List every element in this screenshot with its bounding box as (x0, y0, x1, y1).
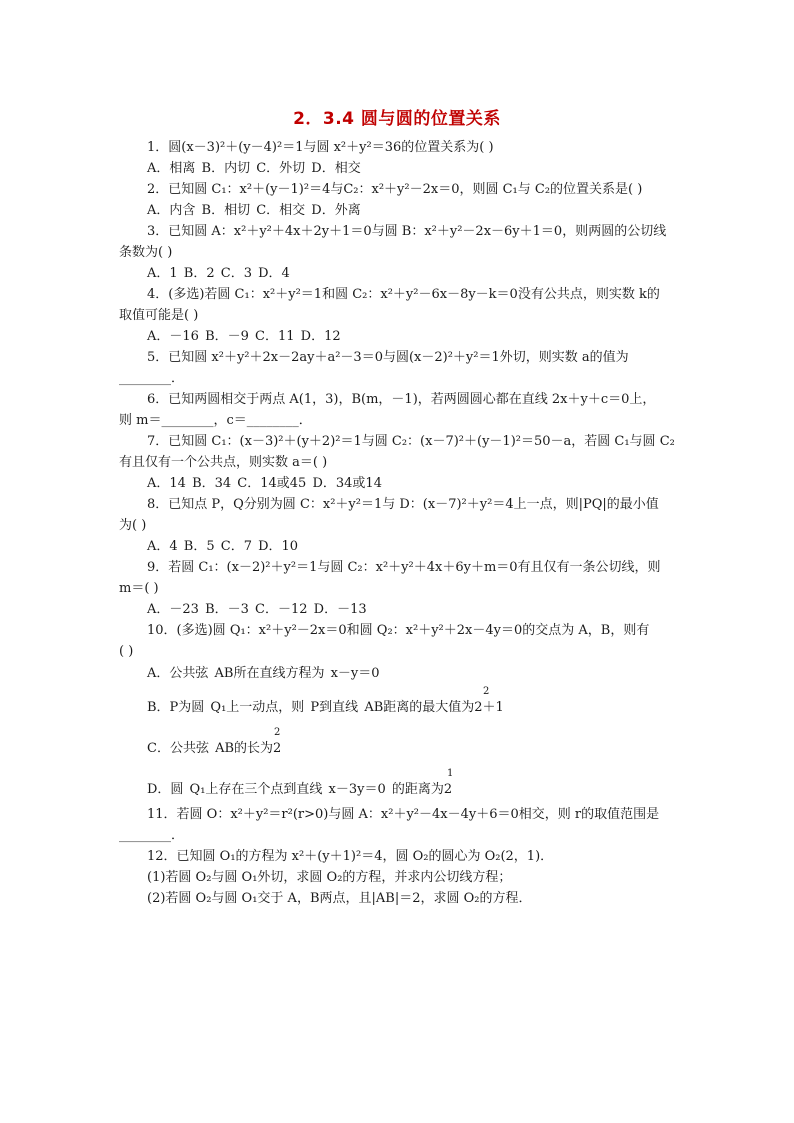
page-title: 2．3.4 圆与圆的位置关系 (293, 109, 501, 129)
q8-options: A．4 B．5 C．7 D．10 (147, 539, 299, 554)
q2-stem: 2．已知圆 C₁：x²＋(y－1)²＝4与C₂：x²＋y²－2x＝0，则圆 C₁与 C₂的位置关系是( ) (147, 182, 643, 197)
q7-stem: 7．已知圆 C₁：(x－3)²＋(y＋2)²＝1与圆 C₂：(x－7)²＋(y－1)²＝50－a，若圆 C₁与圆 C₂ (147, 434, 675, 449)
q5-blank: ________． (119, 371, 185, 386)
q10-option-c: C．公共弦 AB的长为2 (147, 741, 282, 756)
q4-stem-cont: 取值可能是( ) (119, 308, 199, 323)
q9-options: A．－23 B．－3 C．－12 D．－13 (147, 602, 367, 617)
q12-part-2: (2)若圆 O₂与圆 O₁交于 A，B两点，且|AB|＝2，求圆 O₂的方程． (147, 891, 532, 906)
q10-stem: 10．(多选)圆 Q₁：x²＋y²－2x＝0和圆 Q₂：x²＋y²＋2x－4y＝0的交点为 A，B，则有 (147, 623, 650, 638)
q10-option-a: A．公共弦 AB所在直线方程为 x－y＝0 (147, 666, 380, 681)
q10-option-b: B．P为圆 Q₁上一动点，则 P到直线 AB距离的最大值为2＋1 (147, 700, 504, 715)
q1-options: A．相离 B．内切 C．外切 D．相交 (147, 161, 361, 176)
q10-option-d: D．圆 Q₁上存在三个点到直线 x－3y＝0 的距离为2 (147, 782, 453, 797)
q3-stem: 3．已知圆 A：x²＋y²＋4x＋2y＋1＝0与圆 B：x²＋y²－2x－6y＋1＝0，则两圆的公切线 (147, 224, 667, 239)
q12-part-1: (1)若圆 O₂与圆 O₁外切，求圆 O₂的方程，并求内公切线方程； (147, 870, 512, 885)
q8-stem-cont: 为( ) (119, 518, 147, 533)
q7-options: A．14 B．34 C．14或45 D．34或14 (147, 476, 382, 491)
q9-stem: 9．若圆 C₁：(x－2)²＋y²＝1与圆 C₂：x²＋y²＋4x＋6y＋m＝0有且仅有一条公切线，则 (147, 560, 661, 575)
q6-stem: 6．已知两圆相交于两点 A(1，3)，B(m，－1)，若两圆圆心都在直线 2x＋y＋c＝0上， (147, 392, 656, 407)
q4-stem: 4．(多选)若圆 C₁：x²＋y²＝1和圆 C₂：x²＋y²－6x－8y－k＝0没有公共点，则实数 k的 (147, 287, 660, 302)
q12-stem: 12．已知圆 O₁的方程为 x²＋(y＋1)²＝4，圆 O₂的圆心为 O₂(2，1)． (147, 849, 554, 864)
q10-c-fraction-mark: 2 (274, 727, 281, 738)
q11-stem: 11．若圆 O：x²＋y²＝r²(r>0)与圆 A：x²＋y²－4x－4y＋6＝0相交，则 r的取值范围是 (147, 807, 660, 822)
q10-b-fraction-mark: 2 (483, 686, 490, 697)
q8-stem: 8．已知点 P，Q分别为圆 C：x²＋y²＝1与 D：(x－7)²＋y²＝4上一点，则|PQ|的最小值 (147, 497, 659, 512)
q2-options: A．内含 B．相切 C．相交 D．外离 (147, 203, 361, 218)
q10-stem-cont: ( ) (119, 644, 134, 659)
q1-stem: 1．圆(x－3)²＋(y－4)²＝1与圆 x²＋y²＝36的位置关系为( ) (147, 140, 494, 155)
q3-stem-cont: 条数为( ) (119, 245, 173, 260)
q10-d-fraction-mark: 1 (447, 768, 454, 779)
q3-options: A．1 B．2 C．3 D．4 (147, 266, 290, 281)
q9-stem-cont: m＝( ) (119, 581, 159, 596)
q5-stem: 5．已知圆 x²＋y²＋2x－2ay＋a²－3＝0与圆(x－2)²＋y²＝1外切，则实数 a的值为 (147, 350, 629, 365)
q6-blanks: 则 m＝________，c＝________． (119, 413, 312, 428)
q4-options: A．－16 B．－9 C．11 D．12 (147, 329, 341, 344)
q11-blank: ________． (119, 828, 185, 843)
q7-stem-cont: 有且仅有一个公共点，则实数 a＝( ) (119, 455, 328, 470)
